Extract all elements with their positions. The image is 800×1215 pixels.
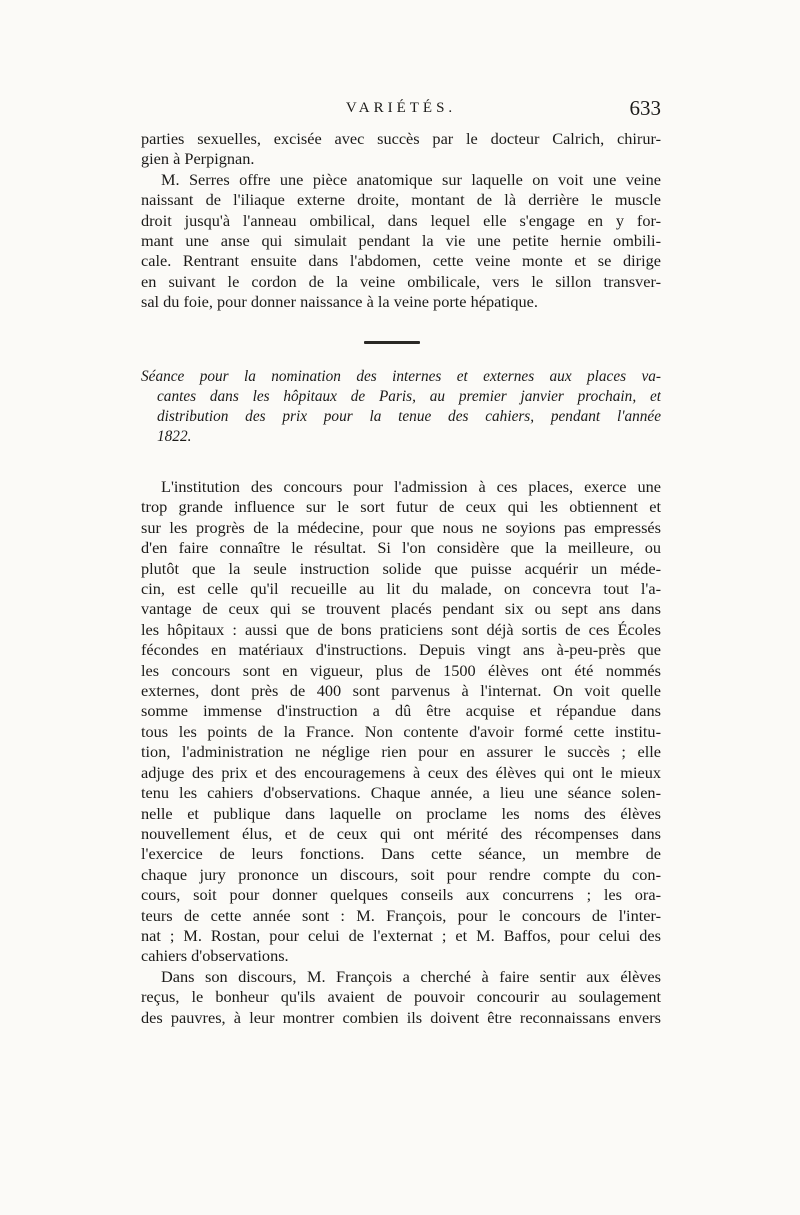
- text-line: trop grande influence sur le sort futur de ceux qui les obtiennent et: [141, 497, 661, 517]
- page-number: 633: [629, 96, 661, 120]
- text-line: droit jusqu'à l'anneau ombilical, dans lequel elle s'engage en y for-: [141, 210, 661, 230]
- text-line: mant une anse qui simulait pendant la vie une petite hernie ombili-: [141, 231, 661, 251]
- text-line: nelle et publique dans laquelle on proclame les noms des élèves: [141, 803, 661, 823]
- paragraph: [141, 129, 661, 170]
- text-line: L'institution des concours pour l'admission à ces places, exerce une: [161, 477, 661, 496]
- text-line: plutôt que la seule instruction solide que puisse acquérir un méde-: [141, 558, 661, 578]
- text-line: sal du foie, pour donner naissance à la veine porte hépatique.: [141, 292, 538, 312]
- text-line: les concours sont en vigueur, plus de 1500 élèves ont été nommés: [141, 660, 661, 680]
- text-line: d'en faire connaître le résultat. Si l'on considère que la meilleure, ou: [141, 538, 661, 558]
- text-line: des pauvres, à leur montrer combien ils doivent être reconnaissans envers: [141, 1007, 661, 1027]
- heading-line: cantes dans les hôpitaux de Paris, au premier janvier prochain, et: [157, 388, 661, 405]
- text-line: tenu les cahiers d'observations. Chaque année, a lieu une séance solen-: [141, 783, 661, 803]
- running-title: VARIÉTÉS.: [345, 100, 457, 116]
- text-line: fécondes en matériaux d'instructions. Depuis vingt ans à-peu-près que: [141, 640, 661, 660]
- text-line: cours, soit pour donner quelques conseils aux concurrens ; les ora-: [141, 885, 661, 905]
- text-line: l'exercice de leurs fonctions. Dans cette séance, un membre de: [141, 844, 661, 864]
- body-text-top: [141, 129, 661, 313]
- paragraph: [141, 477, 661, 967]
- heading-line: 1822.: [157, 428, 192, 445]
- text-line: sur les progrès de la médecine, pour que nous ne soyions pas empressés: [141, 517, 661, 537]
- text-line: externes, dont près de 400 sont parvenus à l'internat. On voit quelle: [141, 681, 661, 701]
- text-line: adjuge des prix et des encouragemens à ceux des élèves qui ont le mieux: [141, 762, 661, 782]
- running-head: [141, 96, 661, 126]
- text-line: tous les points de la France. Non contente d'avoir formé cette institu-: [141, 721, 661, 741]
- text-line: naissant de l'iliaque externe droite, montant de là derrière le muscle: [141, 190, 661, 210]
- text-line: parties sexuelles, excisée avec succès par le docteur Calrich, chirur-: [141, 129, 661, 148]
- text-line: reçus, le bonheur qu'ils avaient de pouvoir concourir au soulagement: [141, 987, 661, 1007]
- text-line: nouvellement élus, et de ceux qui ont mérité des récompenses dans: [141, 823, 661, 843]
- text-line: teurs de cette année sont : M. François, pour le concours de l'inter-: [141, 905, 661, 925]
- body-text-bottom: [141, 477, 661, 1028]
- text-line: cale. Rentrant ensuite dans l'abdomen, cette veine monte et se dirige: [141, 251, 661, 271]
- text-line: gien à Perpignan.: [141, 149, 255, 169]
- text-line: Dans son discours, M. François a cherché à faire sentir aux élèves: [161, 966, 661, 986]
- section-divider: [364, 341, 420, 344]
- text-line: somme immense d'instruction a dû être acquise et répandue dans: [141, 701, 661, 721]
- heading-line: distribution des prix pour la tenue des cahiers, pendant l'année: [157, 408, 661, 425]
- text-line: les hôpitaux : aussi que de bons praticiens sont déjà sortis de ces Écoles: [141, 619, 661, 639]
- text-line: en suivant le cordon de la veine ombilicale, vers le sillon transver-: [141, 271, 661, 291]
- section-heading: [141, 367, 661, 447]
- text-line: cin, est celle qu'il recueille au lit du malade, on concevra tout l'a-: [141, 579, 661, 599]
- paragraph: [141, 967, 661, 1028]
- text-line: cahiers d'observations.: [141, 946, 289, 966]
- text-line: vantage de ceux qui se trouvent placés pendant six ou sept ans dans: [141, 599, 661, 619]
- text-line: chaque jury prononce un discours, soit pour rendre compte du con-: [141, 864, 661, 884]
- text-line: tion, l'administration ne néglige rien pour en assurer le succès ; elle: [141, 742, 661, 762]
- text-line: nat ; M. Rostan, pour celui de l'externat ; et M. Baffos, pour celui des: [141, 925, 661, 945]
- heading-line: Séance pour la nomination des internes et externes aux places va-: [141, 368, 661, 385]
- text-line: M. Serres offre une pièce anatomique sur laquelle on voit une veine: [161, 169, 661, 189]
- paragraph: [141, 170, 661, 313]
